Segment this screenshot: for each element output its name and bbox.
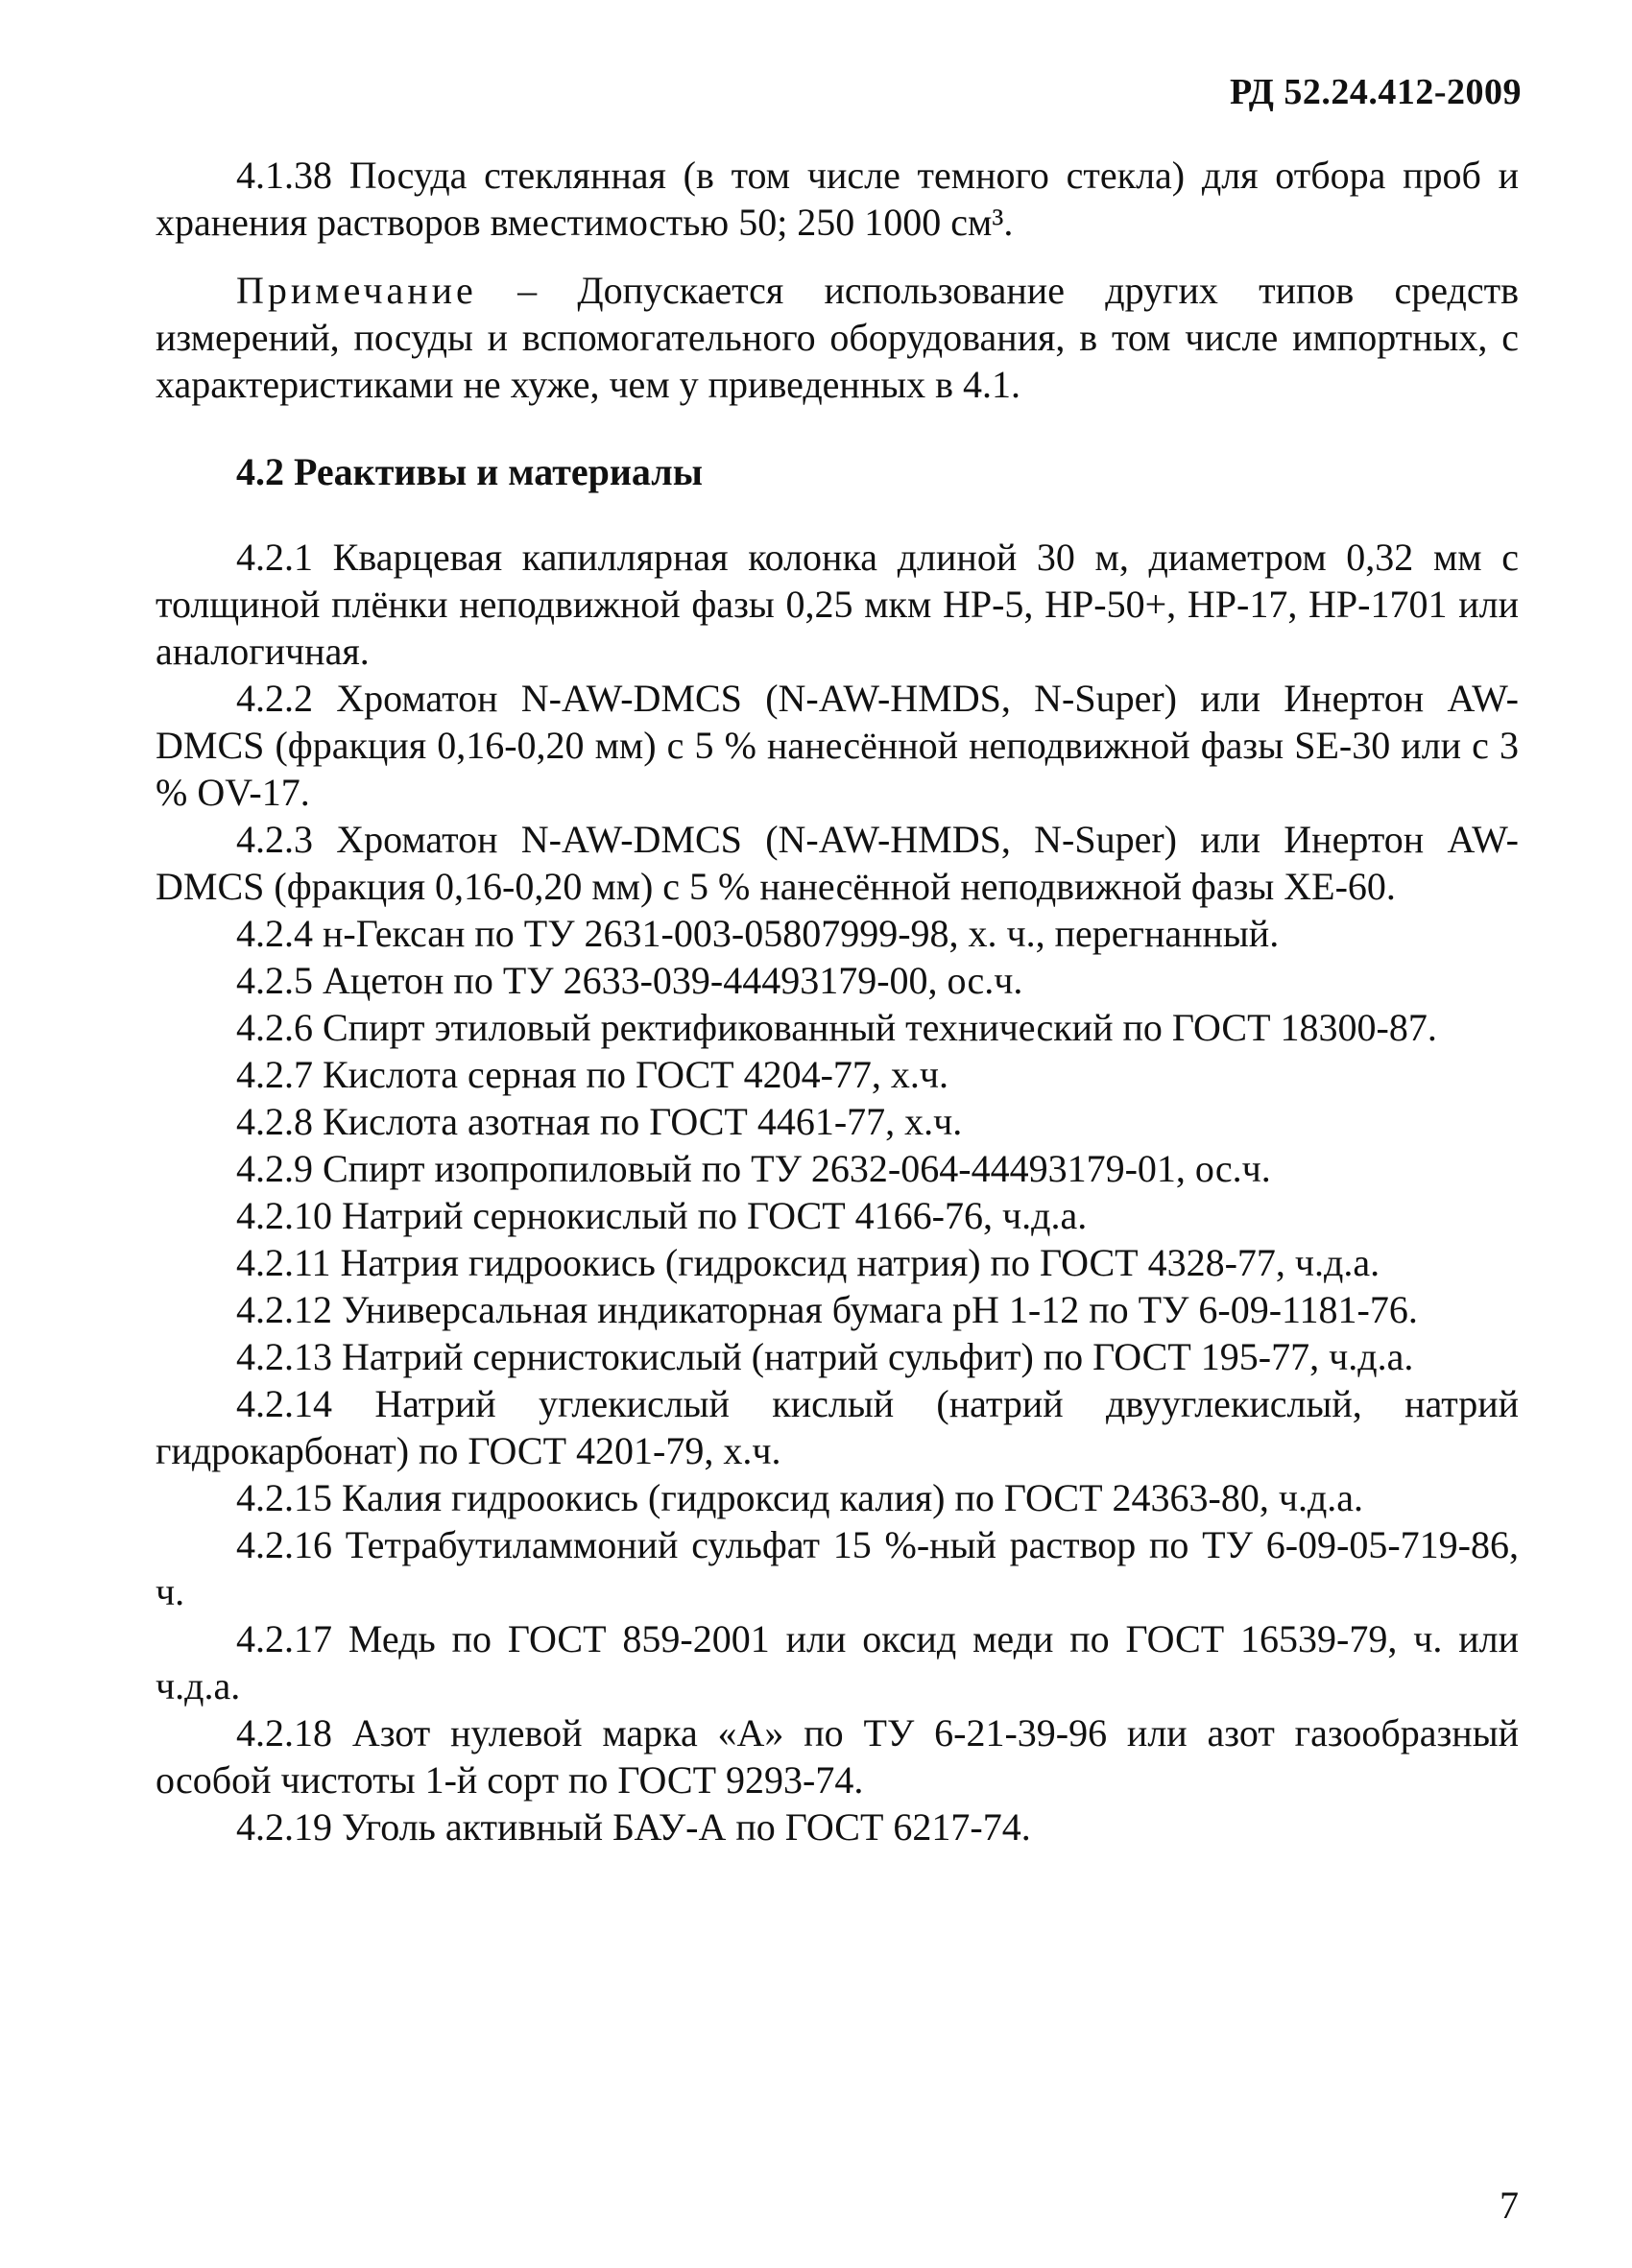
list-item: 4.2.11 Натрия гидроокись (гидроксид натрия) по ГОСТ 4328-77, ч.д.а. — [236, 1241, 1380, 1284]
page-number: 7 — [1500, 2184, 1519, 2227]
document-body — [156, 152, 1519, 1850]
list-item: 4.2.6 Спирт этиловый ректификованный технический по ГОСТ 18300-87. — [236, 1006, 1437, 1049]
list-item: 4.2.12 Универсальная индикаторная бумага pH 1-12 по ТУ 6-09-1181-76. — [236, 1288, 1418, 1331]
document-code: РД 52.24.412-2009 — [1230, 72, 1522, 112]
list-item: 4.2.7 Кислота серная по ГОСТ 4204-77, х.ч. — [236, 1053, 949, 1096]
list-item: 4.2.5 Ацетон по ТУ 2633-039-44493179-00, ос.ч. — [236, 959, 1023, 1002]
list-item: 4.2.10 Натрий сернокислый по ГОСТ 4166-76, ч.д.а. — [236, 1194, 1088, 1237]
note-paragraph — [156, 267, 1519, 408]
list-item: 4.2.9 Спирт изопропиловый по ТУ 2632-064-44493179-01, ос.ч. — [236, 1147, 1271, 1190]
note-label: Примечание — [236, 269, 477, 312]
reagents-list — [156, 534, 1519, 1850]
list-item: 4.2.16 Тетрабутиламмоний сульфат 15 %-ный раствор по ТУ 6-09-05-719-86, ч. — [156, 1523, 1519, 1613]
list-item: 4.2.13 Натрий сернистокислый (натрий сульфит) по ГОСТ 195-77, ч.д.а. — [236, 1335, 1414, 1378]
list-item: 4.2.1 Кварцевая капиллярная колонка длиной 30 м, диаметром 0,32 мм с толщиной плёнки неподвижной фазы 0,25 мкм НР-5, НР-50+, НР-17, НР-1701 или аналогичная. — [156, 536, 1519, 673]
item-4-1-38: 4.1.38 Посуда стеклянная (в том числе темного стекла) для отбора проб и хранения растворов вместимостью 50; 250 1000 см³. — [156, 154, 1519, 244]
list-item: 4.2.3 Хроматон N-AW-DMCS (N-AW-HMDS, N-Super) или Инертон AW-DMCS (фракция 0,16-0,20 мм) с 5 % нанесённой неподвижной фазы ХЕ-60. — [156, 818, 1519, 908]
list-item: 4.2.18 Азот нулевой марка «А» по ТУ 6-21-39-96 или азот газообразный особой чистоты 1-й сорт по ГОСТ 9293-74. — [156, 1711, 1519, 1802]
note-text: – Допускается использование других типов средств измерений, посуды и вспомогательного оборудования, в том числе импортных, с характеристиками не хуже, чем у приведенных в 4.1. — [156, 269, 1519, 406]
list-item: 4.2.8 Кислота азотная по ГОСТ 4461-77, х.ч. — [236, 1100, 963, 1143]
list-item: 4.2.14 Натрий углекислый кислый (натрий двууглекислый, натрий гидрокарбонат) по ГОСТ 4201-79, х.ч. — [156, 1382, 1519, 1472]
list-item: 4.2.15 Калия гидроокись (гидроксид калия) по ГОСТ 24363-80, ч.д.а. — [236, 1476, 1364, 1519]
list-item: 4.2.17 Медь по ГОСТ 859-2001 или оксид меди по ГОСТ 16539-79, ч. или ч.д.а. — [156, 1617, 1519, 1707]
list-item: 4.2.2 Хроматон N-AW-DMCS (N-AW-HMDS, N-Super) или Инертон AW-DMCS (фракция 0,16-0,20 мм) с 5 % нанесённой неподвижной фазы SE-30 или с 3 % OV-17. — [156, 677, 1519, 814]
list-item: 4.2.4 н-Гексан по ТУ 2631-003-05807999-98, х. ч., перегнанный. — [236, 912, 1280, 955]
list-item: 4.2.19 Уголь активный БАУ-А по ГОСТ 6217-74. — [236, 1805, 1031, 1849]
section-title: 4.2 Реактивы и материалы — [236, 450, 703, 493]
